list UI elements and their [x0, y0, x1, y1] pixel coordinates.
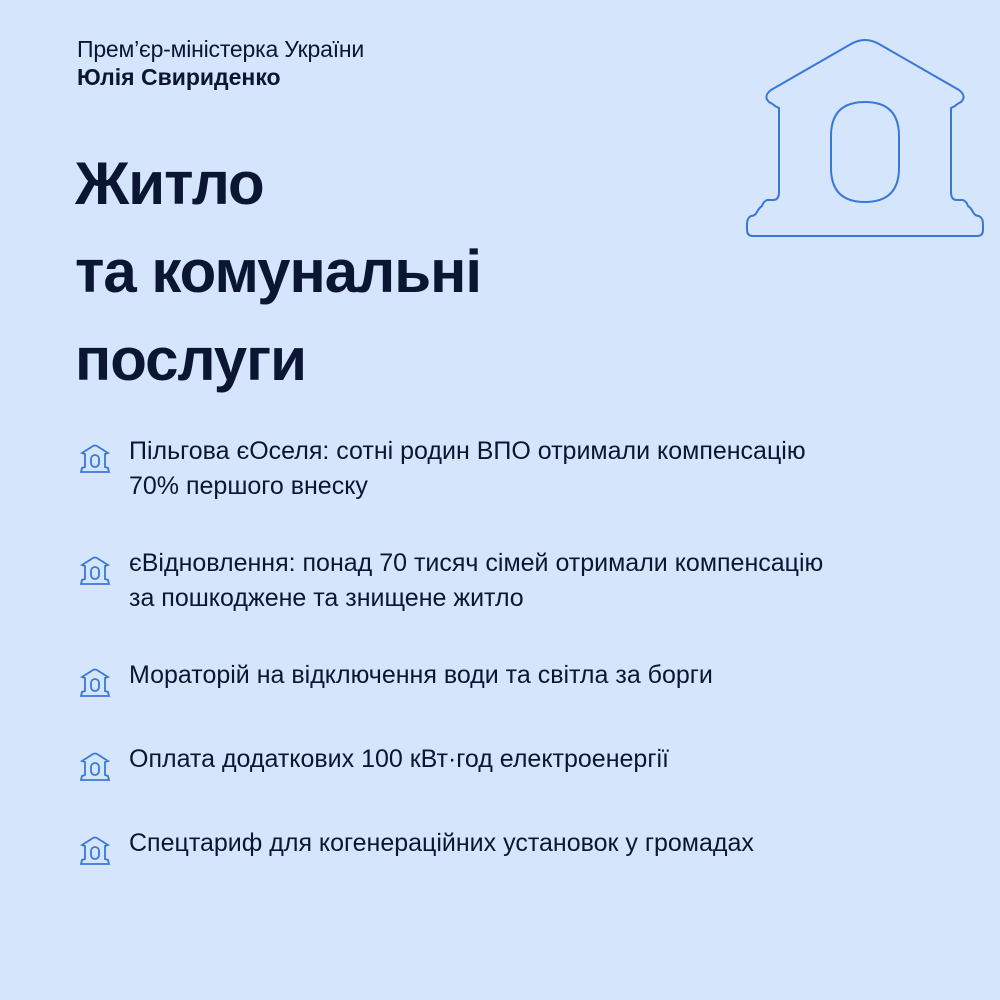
list-item [78, 658, 958, 700]
house-icon [78, 442, 112, 476]
page-title [75, 140, 481, 404]
title-line: послуги [75, 326, 307, 393]
author-position: Прем’єр-міністерка України [77, 36, 365, 62]
item-text: за пошкоджене та знищене житло [129, 584, 524, 612]
item-text: Оплата додаткових 100 кВт·год електроенергії [129, 745, 669, 773]
item-text: 70% першого внеску [129, 472, 368, 500]
title-line: Житло [75, 150, 264, 217]
item-text: Пільгова єОселя: сотні родин ВПО отримали компенсацію [129, 437, 806, 465]
list-item [78, 742, 958, 784]
author-name: Юлія Свириденко [77, 64, 281, 90]
house-icon [78, 750, 112, 784]
house-icon [78, 834, 112, 868]
house-icon [745, 32, 985, 242]
list-item [78, 434, 958, 504]
title-line: та комунальні [75, 238, 482, 305]
item-text: Мораторій на відключення води та світла за борги [129, 661, 713, 689]
item-text: єВідновлення: понад 70 тисяч сімей отримали компенсацію [129, 549, 824, 577]
achievements-list [78, 434, 958, 910]
house-icon [78, 554, 112, 588]
item-text: Спецтариф для когенераційних установок у громадах [129, 829, 754, 857]
list-item [78, 826, 958, 868]
house-icon [78, 666, 112, 700]
list-item [78, 546, 958, 616]
